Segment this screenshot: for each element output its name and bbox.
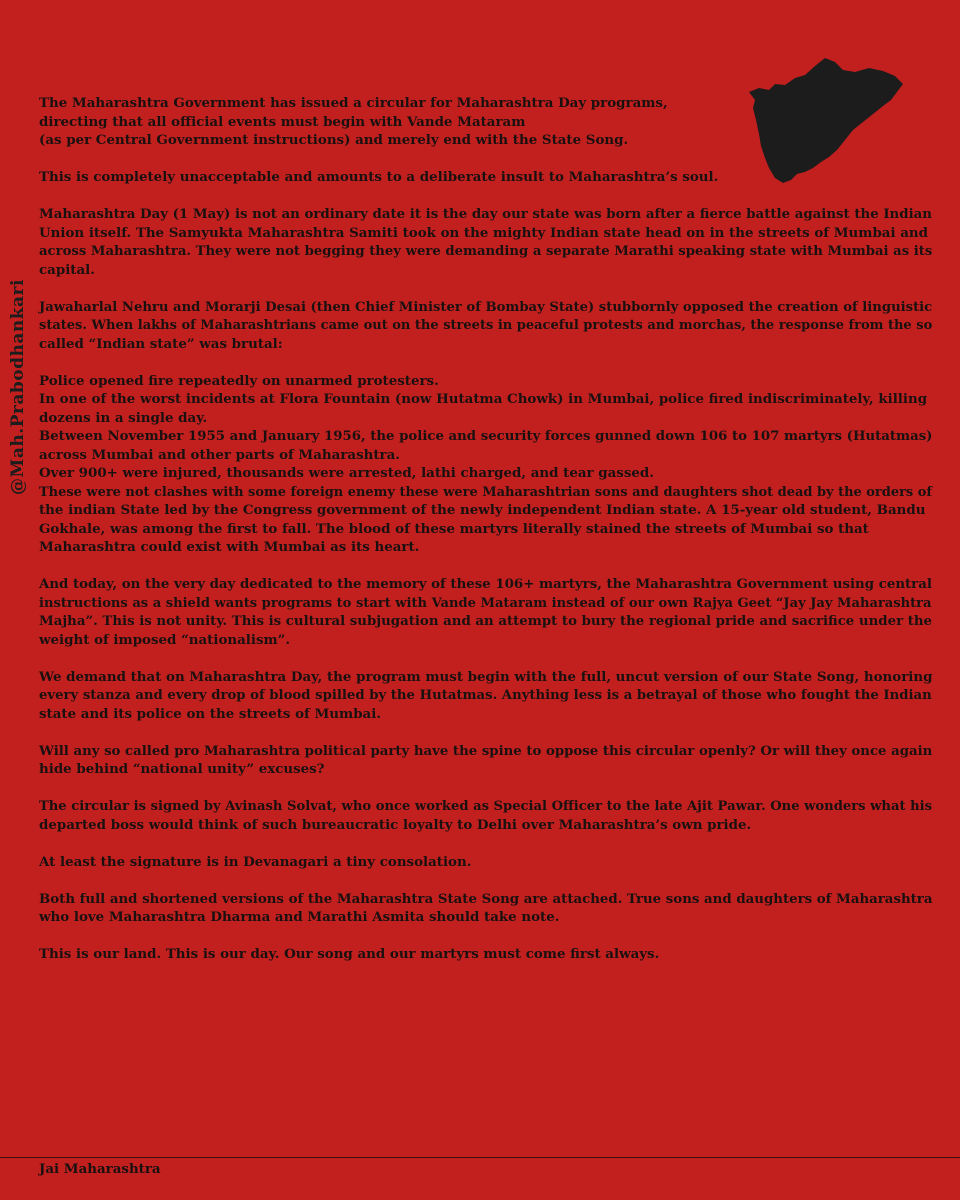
- text-line: (as per Central Government instructions) and merely end with the State Song.: [39, 132, 629, 148]
- paragraph: [39, 853, 932, 872]
- text-line: Both full and shortened versions of the Maharashtra State Song are attached. True sons and daughters of Maharashtra: [39, 890, 933, 907]
- text-line: Maharashtra Day (1 May) is not an ordinary date it is the day our state was born after a fierce battle against the Indian: [39, 206, 932, 222]
- paragraph: [39, 945, 932, 964]
- paragraph: [39, 797, 932, 834]
- text-line: state and its police on the streets of Mumbai.: [39, 705, 381, 722]
- text-line: departed boss would think of such bureaucratic loyalty to Delhi over Maharashtra’s own pride.: [39, 816, 752, 833]
- text-line: directing that all official events must begin with Vande Mataram: [39, 113, 526, 130]
- paragraph: [39, 668, 932, 724]
- paragraph: [39, 372, 932, 557]
- text-line: called “Indian state” was brutal:: [39, 335, 283, 352]
- paragraph: [39, 205, 932, 279]
- text-line: states. When lakhs of Maharashtrians came out on the streets in peaceful protests and morchas, the response from the so: [39, 317, 933, 333]
- text-line: Maharashtra could exist with Mumbai as its heart.: [39, 539, 420, 555]
- text-line: Majha”. This is not unity. This is cultural subjugation and an attempt to bury the regional pride and sacrifice under the: [39, 613, 933, 629]
- text-line: This is completely unacceptable and amounts to a deliberate insult to Maharashtra’s soul.: [39, 169, 719, 185]
- text-line: Police opened fire repeatedly on unarmed protesters.: [39, 372, 439, 389]
- paragraph: [39, 168, 932, 187]
- text-line: every stanza and every drop of blood spilled by the Hutatmas. Anything less is a betrayal of those who fought the Indian: [39, 687, 932, 703]
- text-line: Between November 1955 and January 1956, the police and security forces gunned down 106 to 107 martyrs (Hutatmas): [39, 428, 933, 444]
- author-handle-watermark: @Mah.Prabodhankari: [8, 279, 28, 495]
- text-line: Gokhale, was among the first to fall. The blood of these martyrs literally stained the streets of Mumbai so that: [39, 520, 869, 537]
- text-line: We demand that on Maharashtra Day, the program must begin with the full, uncut version of our State Song, honoring: [39, 668, 933, 685]
- text-line: This is our land. This is our day. Our song and our martyrs must come first always.: [39, 946, 660, 962]
- text-line: across Maharashtra. They were not begging they were demanding a separate Marathi speaking state with Mumbai as its: [39, 243, 933, 259]
- divider-line: [0, 1157, 960, 1158]
- text-line: instructions as a shield wants programs to start with Vande Mataram instead of our own Rajya Geet “Jay Jay Maharashtra: [39, 594, 932, 611]
- text-line: hide behind “national unity” excuses?: [39, 761, 325, 777]
- signoff-text: Jai Maharashtra: [39, 1161, 161, 1177]
- text-line: the indian State led by the Congress government of the newly independent Indian state. A 15-year old student, Bandu: [39, 502, 926, 518]
- text-line: dozens in a single day.: [39, 409, 208, 426]
- text-line: who love Maharashtra Dharma and Marathi Asmita should take note.: [39, 909, 560, 925]
- paragraph: [39, 575, 932, 649]
- text-line: weight of imposed “nationalism”.: [39, 631, 291, 648]
- text-line: The Maharashtra Government has issued a circular for Maharashtra Day programs,: [39, 95, 668, 111]
- text-line: The circular is signed by Avinash Solvat, who once worked as Special Officer to the late Ajit Pawar. One wonders what his: [39, 798, 933, 814]
- article-body: [39, 94, 932, 982]
- text-line: Will any so called pro Maharashtra political party have the spine to oppose this circular openly? Or will they once again: [39, 742, 933, 759]
- text-line: These were not clashes with some foreign enemy these were Maharashtrian sons and daughters shot dead by the orders of: [39, 483, 932, 500]
- text-line: Jawaharlal Nehru and Morarji Desai (then Chief Minister of Bombay State) stubbornly opposed the creation of linguistic: [39, 298, 933, 315]
- text-line: And today, on the very day dedicated to the memory of these 106+ martyrs, the Maharashtra Government using central: [39, 576, 932, 592]
- paragraph: [39, 94, 932, 150]
- text-line: Union itself. The Samyukta Maharashtra Samiti took on the mighty Indian state head on in the streets of Mumbai and: [39, 224, 929, 241]
- text-line: At least the signature is in Devanagari a tiny consolation.: [39, 853, 472, 870]
- paragraph: [39, 298, 932, 354]
- text-line: In one of the worst incidents at Flora Fountain (now Hutatma Chowk) in Mumbai, police fired indiscriminately, killing: [39, 391, 928, 407]
- paragraph: [39, 890, 932, 927]
- paragraph: [39, 742, 932, 779]
- text-line: capital.: [39, 261, 95, 278]
- text-line: Over 900+ were injured, thousands were arrested, lathi charged, and tear gassed.: [39, 465, 654, 481]
- text-line: across Mumbai and other parts of Maharashtra.: [39, 446, 400, 463]
